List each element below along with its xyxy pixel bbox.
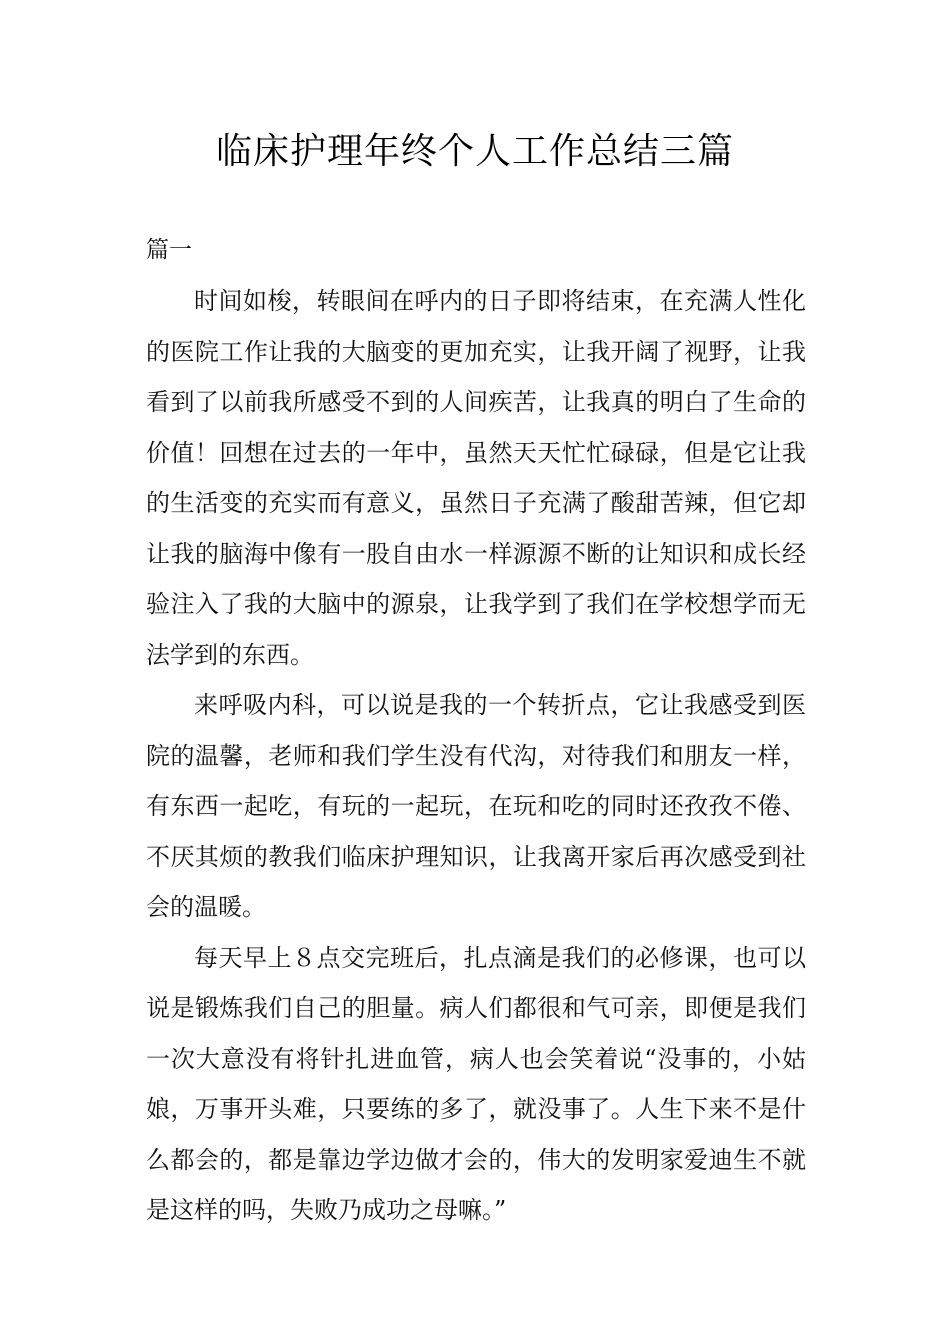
section-label: 篇一 [146, 237, 192, 263]
document-body [146, 276, 806, 1236]
document-title: 临床护理年终个人工作总结三篇 [215, 131, 734, 172]
paragraph-1: 时间如梭，转眼间在呼内的日子即将结束，在充满人性化的医院工作让我的大脑变的更加充实，让我开阔了视野，让我看到了以前我所感受不到的人间疾苦，让我真的明白了生命的价值！回想在过去的一年中，虽然天天忙忙碌碌，但是它让我的生活变的充实而有意义，虽然日子充满了酸甜苦辣，但它却让我的脑海中像有一股自由水一样源源不断的让知识和成长经验注入了我的大脑中的源泉，让我学到了我们在学校想学而无法学到的东西。 [146, 287, 806, 669]
paragraph-2: 来呼吸内科，可以说是我的一个转折点，它让我感受到医院的温馨，老师和我们学生没有代沟，对待我们和朋友一样，有东西一起吃，有玩的一起玩，在玩和吃的同时还孜孜不倦、不厌其烦的教我们临床护理知识，让我离开家后再次感受到社会的温暖。 [146, 691, 806, 921]
paragraph-3: 每天早上８点交完班后，扎点滴是我们的必修课，也可以说是锻炼我们自己的胆量。病人们都很和气可亲，即便是我们一次大意没有将针扎进血管，病人也会笑着说“没事的，小姑娘，万事开头难，只要练的多了，就没事了。人生下来不是什么都会的，都是靠边学边做才会的，伟大的发明家爱迪生不就是这样的吗，失败乃成功之母嘛。” [146, 943, 806, 1224]
